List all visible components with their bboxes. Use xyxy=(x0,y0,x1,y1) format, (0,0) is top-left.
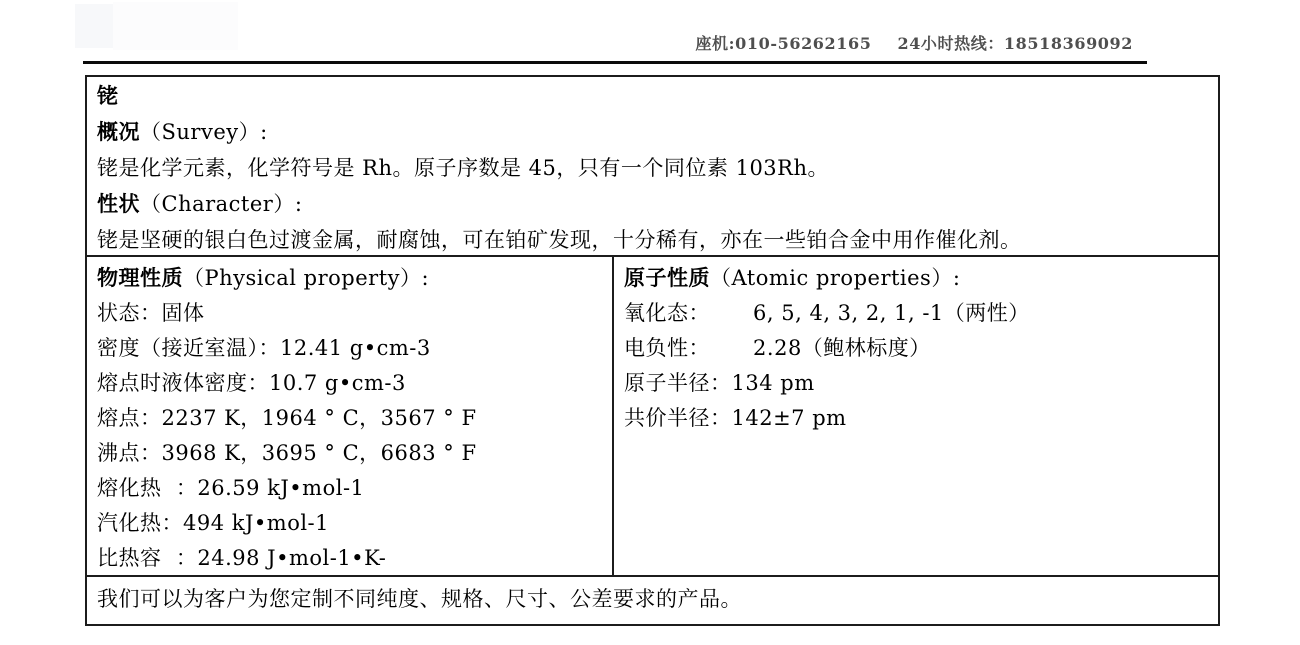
physical-row-heat-of-vaporization: 汽化热：494 kJ•mol-1 xyxy=(97,511,330,535)
atomic-row-covalent-radius: 共价半径：142±7 pm xyxy=(624,406,847,430)
physical-heading-zh: 物理性质 xyxy=(97,265,183,290)
atomic-row-electronegativity: 电负性： 2.28（鲍林标度） xyxy=(624,336,931,360)
survey-heading-zh: 概况 xyxy=(97,119,140,144)
atomic-heading xyxy=(624,260,1208,296)
overview-section xyxy=(87,77,1218,257)
physical-properties-cell xyxy=(87,257,614,575)
physical-row-specific-heat: 比热容 ：24.98 J•mol-1•K- xyxy=(97,546,387,570)
physical-row-density: 密度（接近室温）：12.41 g•cm-3 xyxy=(97,336,431,360)
physical-row-melting-point: 熔点：2237 K，1964 ° C，3567 ° F xyxy=(97,406,477,430)
element-name: 铑 xyxy=(97,83,119,108)
atomic-row-oxidation-states: 氧化态： 6, 5, 4, 3, 2, 1, -1（两性） xyxy=(624,301,1030,325)
header-divider xyxy=(83,61,1147,64)
character-heading-zh: 性状 xyxy=(97,191,140,216)
survey-heading-en: （Survey）: xyxy=(140,120,268,144)
physical-row-liquid-density: 熔点时液体密度：10.7 g•cm-3 xyxy=(97,371,406,395)
character-heading-en: （Character）: xyxy=(140,192,303,216)
physical-row-heat-of-fusion: 熔化热 ：26.59 kJ•mol-1 xyxy=(97,476,365,500)
hotline-number: 24小时热线：18518369092 xyxy=(897,34,1133,53)
physical-heading xyxy=(97,260,602,296)
landline-number: 座机:010-56262165 xyxy=(695,34,872,53)
properties-row xyxy=(87,257,1218,577)
atomic-heading-zh: 原子性质 xyxy=(624,265,710,290)
physical-heading-en: （Physical property）: xyxy=(183,266,430,290)
header-contact xyxy=(0,31,1133,73)
custom-note-text: 我们可以为客户为您定制不同纯度、规格、尺寸、公差要求的产品。 xyxy=(97,587,742,611)
atomic-heading-en: （Atomic properties）: xyxy=(710,266,961,290)
survey-heading xyxy=(97,114,1208,150)
atomic-row-atomic-radius: 原子半径：134 pm xyxy=(624,371,815,395)
physical-row-boiling-point: 沸点：3968 K，3695 ° C，6683 ° F xyxy=(97,441,477,465)
custom-note-row xyxy=(87,577,1218,624)
physical-row-state: 状态：固体 xyxy=(97,301,205,325)
character-text: 铑是坚硬的银白色过渡金属，耐腐蚀，可在铂矿发现，十分稀有，亦在一些铂合金中用作催化剂。 xyxy=(97,228,1022,252)
element-info-table xyxy=(85,75,1220,626)
survey-text: 铑是化学元素，化学符号是 Rh。原子序数是 45，只有一个同位素 103Rh。 xyxy=(97,156,830,180)
character-heading xyxy=(97,186,1208,222)
atomic-properties-cell xyxy=(614,257,1218,575)
